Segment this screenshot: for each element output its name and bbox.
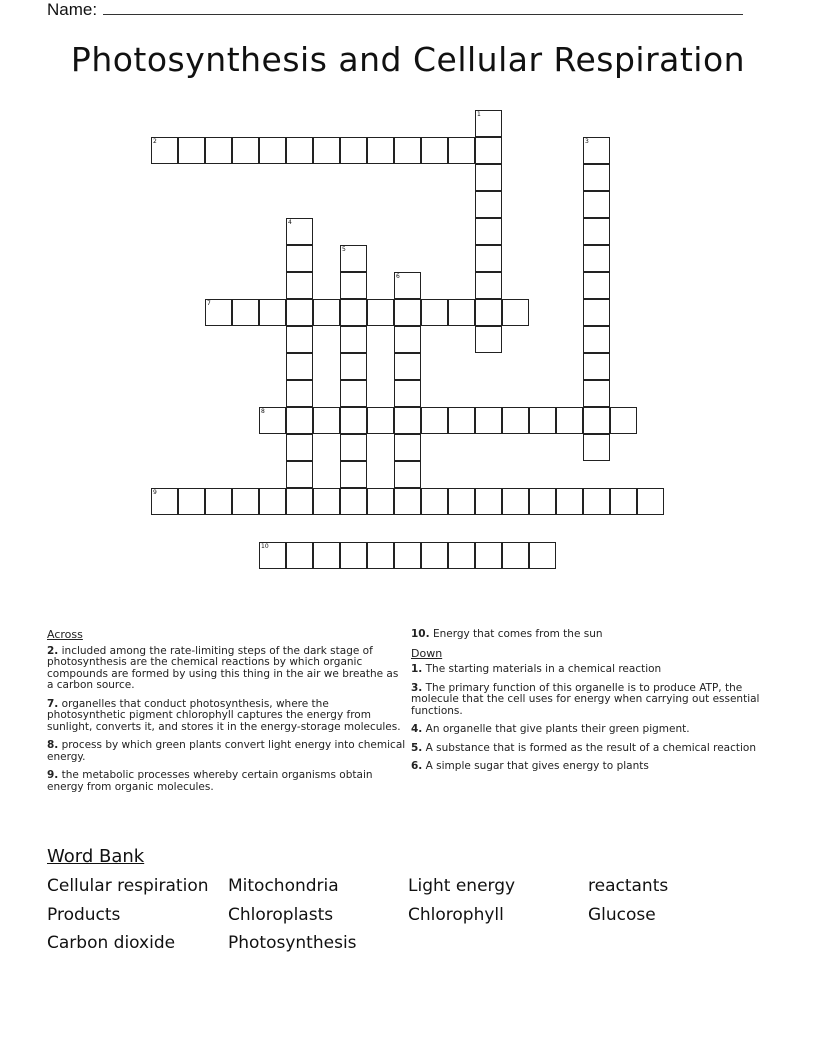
crossword-cell[interactable] [259,137,286,164]
crossword-cell[interactable] [232,488,259,515]
crossword-cell[interactable] [475,245,502,272]
crossword-cell[interactable] [340,353,367,380]
crossword-cell[interactable] [313,542,340,569]
clue-number-label: 2 [153,138,157,145]
crossword-cell[interactable] [232,299,259,326]
crossword-cell[interactable] [583,488,610,515]
crossword-cell[interactable] [286,380,313,407]
crossword-cell[interactable] [340,542,367,569]
crossword-cell[interactable] [475,110,502,137]
crossword-cell[interactable] [394,407,421,434]
clue-across-8 [47,740,407,763]
crossword-cell[interactable] [502,542,529,569]
crossword-cell[interactable] [286,461,313,488]
crossword-cell[interactable] [610,488,637,515]
crossword-cell[interactable] [583,299,610,326]
crossword-cell[interactable] [502,488,529,515]
word-bank-item: reactants [588,876,669,896]
clue-text: organelles that conduct photosynthesis, where the photosynthetic pigment chlorophyll captures the energy from sunlight, converts it, and stores it in the energy-storage molecules. [47,697,401,733]
crossword-cell[interactable] [151,137,178,164]
clue-number-label: 1 [477,111,481,118]
crossword-cell[interactable] [583,191,610,218]
crossword-cell[interactable] [340,245,367,272]
crossword-cell[interactable] [340,407,367,434]
clue-number-label: 7 [207,300,211,307]
clue-text: Energy that comes from the sun [432,628,603,640]
clue-number-label: 8 [261,408,265,415]
crossword-cell[interactable] [421,488,448,515]
crossword-cell[interactable] [448,137,475,164]
clue-number: 5. [411,741,423,754]
crossword-cell[interactable] [448,542,475,569]
crossword-cell[interactable] [340,380,367,407]
clue-text: The primary function of this organelle is to produce ATP, the molecule that the cell uses for energy when carrying out essential functions. [411,681,760,717]
clue-number-label: 3 [585,138,589,145]
crossword-cell[interactable] [583,380,610,407]
crossword-cell[interactable] [529,407,556,434]
crossword-cell[interactable] [367,299,394,326]
crossword-cell[interactable] [178,137,205,164]
crossword-cell[interactable] [367,542,394,569]
crossword-cell[interactable] [340,299,367,326]
crossword-cell[interactable] [556,407,583,434]
clue-down-6 [411,761,771,773]
clue-across-9 [47,770,407,793]
crossword-cell[interactable] [286,542,313,569]
word-bank-item: Chloroplasts [228,905,334,925]
crossword-cell[interactable] [286,137,313,164]
word-bank-title: Word Bank [47,846,145,867]
crossword-cell[interactable] [475,488,502,515]
crossword-cell[interactable] [286,407,313,434]
crossword-cell[interactable] [583,353,610,380]
clue-number: 6. [411,760,423,772]
crossword-cell[interactable] [313,488,340,515]
word-bank-item: Chlorophyll [408,905,504,925]
clue-number-label: 9 [153,489,157,496]
crossword-cell[interactable] [610,407,637,434]
crossword-cell[interactable] [259,542,286,569]
word-bank-item: Cellular respiration [47,876,209,896]
crossword-cell[interactable] [421,542,448,569]
crossword-cell[interactable] [313,299,340,326]
clue-number-label: 4 [288,219,292,226]
crossword-cell[interactable] [394,353,421,380]
clues-right-column [411,629,771,780]
clue-number: 7. [47,697,59,710]
name-label: Name: [47,0,98,19]
crossword-cell[interactable] [475,407,502,434]
clue-number: 1. [411,663,423,675]
crossword-cell[interactable] [367,488,394,515]
crossword-cell[interactable] [340,272,367,299]
crossword-cell[interactable] [259,299,286,326]
crossword-cell[interactable] [637,488,664,515]
clue-down-5 [411,743,771,755]
clue-number: 4. [411,723,423,735]
crossword-cell[interactable] [556,488,583,515]
crossword-cell[interactable] [340,488,367,515]
crossword-cell[interactable] [583,245,610,272]
crossword-cell[interactable] [421,407,448,434]
crossword-cell[interactable] [367,407,394,434]
clue-across-7 [47,699,407,734]
crossword-cell[interactable] [475,191,502,218]
crossword-cell[interactable] [394,137,421,164]
clue-text: The starting materials in a chemical reaction [425,663,662,675]
clue-across-10 [411,629,771,641]
crossword-cell[interactable] [475,542,502,569]
crossword-cell[interactable] [205,137,232,164]
crossword-cell[interactable] [367,137,394,164]
clue-number: 10. [411,628,430,640]
crossword-cell[interactable] [583,137,610,164]
word-bank-item: Carbon dioxide [47,933,176,953]
clue-down-3 [411,683,771,718]
crossword-cell[interactable] [502,407,529,434]
crossword-cell[interactable] [286,272,313,299]
crossword-cell[interactable] [421,299,448,326]
crossword-cell[interactable] [340,434,367,461]
crossword-cell[interactable] [583,326,610,353]
crossword-cell[interactable] [259,407,286,434]
crossword-cell[interactable] [286,434,313,461]
crossword-cell[interactable] [205,299,232,326]
crossword-cell[interactable] [394,326,421,353]
crossword-cell[interactable] [583,164,610,191]
crossword-cell[interactable] [394,380,421,407]
clue-number-label: 5 [342,246,346,253]
clue-text: An organelle that give plants their green pigment. [425,723,690,735]
crossword-cell[interactable] [178,488,205,515]
crossword-cell[interactable] [529,488,556,515]
crossword-cell[interactable] [259,488,286,515]
crossword-cell[interactable] [529,542,556,569]
crossword-cell[interactable] [286,326,313,353]
down-heading: Down [411,646,443,660]
crossword-cell[interactable] [583,434,610,461]
crossword-cell[interactable] [475,164,502,191]
crossword-cell[interactable] [394,272,421,299]
crossword-cell[interactable] [394,542,421,569]
crossword-cell[interactable] [583,218,610,245]
crossword-cell[interactable] [394,488,421,515]
crossword-cell[interactable] [205,488,232,515]
crossword-cell[interactable] [313,137,340,164]
clue-text: process by which green plants convert light energy into chemical energy. [47,739,406,763]
clue-down-4 [411,724,771,736]
page-title: Photosynthesis and Cellular Respiration [70,40,746,79]
crossword-cell[interactable] [394,299,421,326]
crossword-cell[interactable] [475,299,502,326]
crossword-cell[interactable] [313,407,340,434]
clue-number: 2. [47,644,59,657]
crossword-cell[interactable] [421,137,448,164]
clue-down-1 [411,664,771,676]
clue-across-2 [47,646,407,692]
crossword-cell[interactable] [448,299,475,326]
crossword-cell[interactable] [151,488,178,515]
word-bank-item: Products [47,905,121,925]
across-heading: Across [47,628,83,641]
crossword-cell[interactable] [394,461,421,488]
clue-text: the metabolic processes whereby certain organisms obtain energy from organic molecules. [47,769,373,793]
clue-number: 8. [47,739,59,751]
clue-number: 9. [47,769,59,781]
crossword-cell[interactable] [583,272,610,299]
crossword-cell[interactable] [475,326,502,353]
clue-text: A simple sugar that gives energy to plants [425,760,649,772]
crossword-cell[interactable] [583,407,610,434]
clue-number-label: 6 [396,273,400,280]
word-bank-item: Photosynthesis [228,933,357,953]
crossword-cell[interactable] [340,461,367,488]
crossword-cell[interactable] [286,353,313,380]
clue-text: A substance that is formed as the result of a chemical reaction [425,741,756,754]
crossword-cell[interactable] [340,326,367,353]
clue-number: 3. [411,681,423,694]
crossword-cell[interactable] [448,407,475,434]
clue-text: included among the rate-limiting steps of the dark stage of photosynthesis are the chemical reactions by which organic compounds are formed by using this thing in the air we breathe as a carbon source. [47,644,399,691]
crossword-cell[interactable] [286,218,313,245]
word-bank-item: Glucose [588,905,656,925]
clue-number-label: 10 [261,543,269,550]
crossword-cell[interactable] [448,488,475,515]
crossword-cell[interactable] [286,299,313,326]
word-bank-item: Light energy [408,876,516,896]
crossword-cell[interactable] [286,488,313,515]
word-bank-item: Mitochondria [228,876,339,896]
crossword-cell[interactable] [475,272,502,299]
crossword-cell[interactable] [340,137,367,164]
crossword-cell[interactable] [232,137,259,164]
crossword-cell[interactable] [286,245,313,272]
crossword-cell[interactable] [475,137,502,164]
crossword-cell[interactable] [475,218,502,245]
clues-left-column [47,629,407,800]
crossword-cell[interactable] [394,434,421,461]
crossword-cell[interactable] [502,299,529,326]
